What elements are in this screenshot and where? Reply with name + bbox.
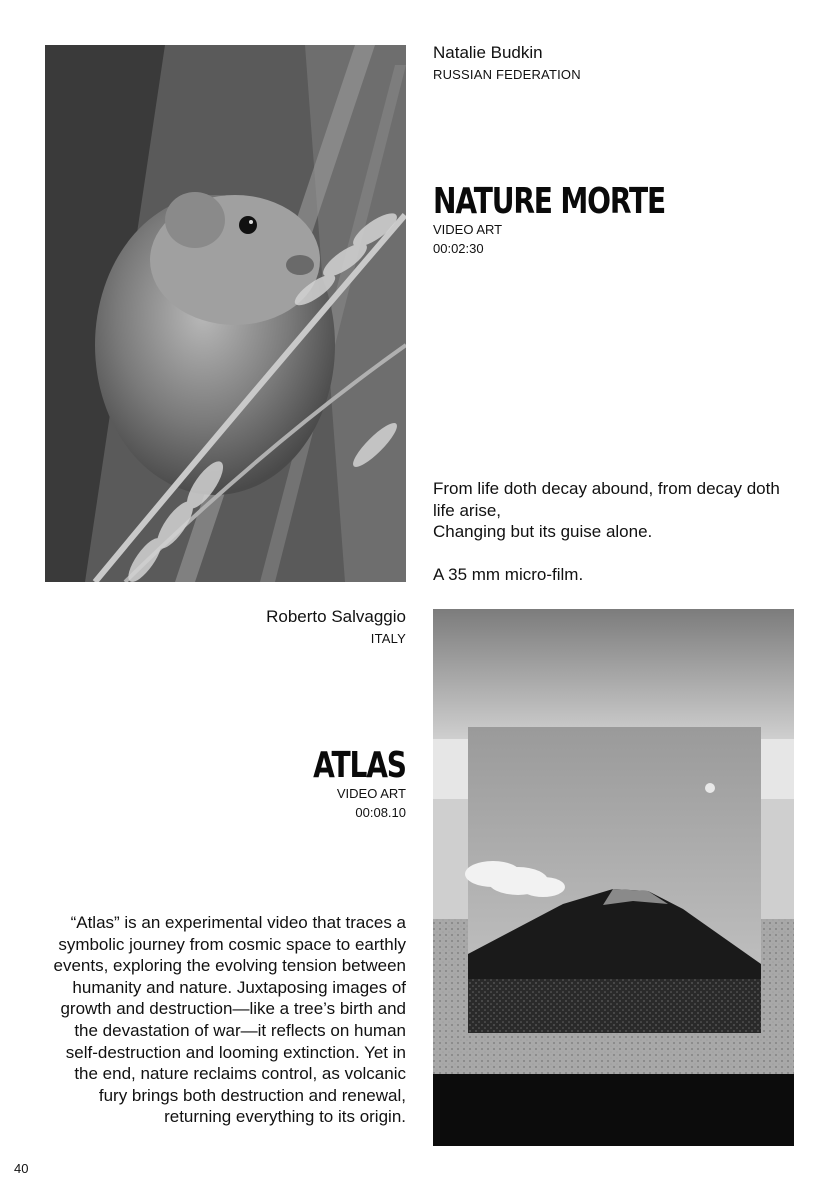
artist-country: RUSSIAN FEDERATION: [433, 67, 581, 82]
film-note: A 35 mm micro-film.: [433, 565, 584, 584]
volcano-moon-illustration: [433, 609, 794, 1146]
film-category: VIDEO ART: [336, 786, 406, 801]
film-duration: 00:08.10: [355, 805, 406, 820]
film-still-atlas: [433, 609, 794, 1146]
film-title: NATURE MORTE: [433, 181, 666, 222]
mouse-on-wheat-illustration: [45, 45, 406, 582]
film-title: ATLAS: [313, 745, 406, 786]
film-description: From life doth decay abound, from decay doth life arise, Changing but its guise alone.: [433, 479, 780, 542]
artist-country: ITALY: [370, 631, 406, 646]
artist-name: Roberto Salvaggio: [266, 607, 406, 626]
page-number: 40: [14, 1161, 29, 1176]
film-description: “Atlas” is an experimental video that traces a symbolic journey from cosmic space to earthly events, exploring the evolving tension between humanity and nature. Juxtaposing images of growth and destruction—like a tree’s birth and the devastation of war—it reflects on human self-destruction and looming extinction. Yet in the end, nature reclaims control, as volcanic fury brings both destruction and renewal, returning everything to its origin.: [53, 913, 406, 1127]
artist-name: Natalie Budkin: [433, 43, 543, 62]
film-duration: 00:02:30: [433, 241, 484, 256]
film-still-nature-morte: [45, 45, 406, 582]
film-category: VIDEO ART: [433, 222, 503, 237]
